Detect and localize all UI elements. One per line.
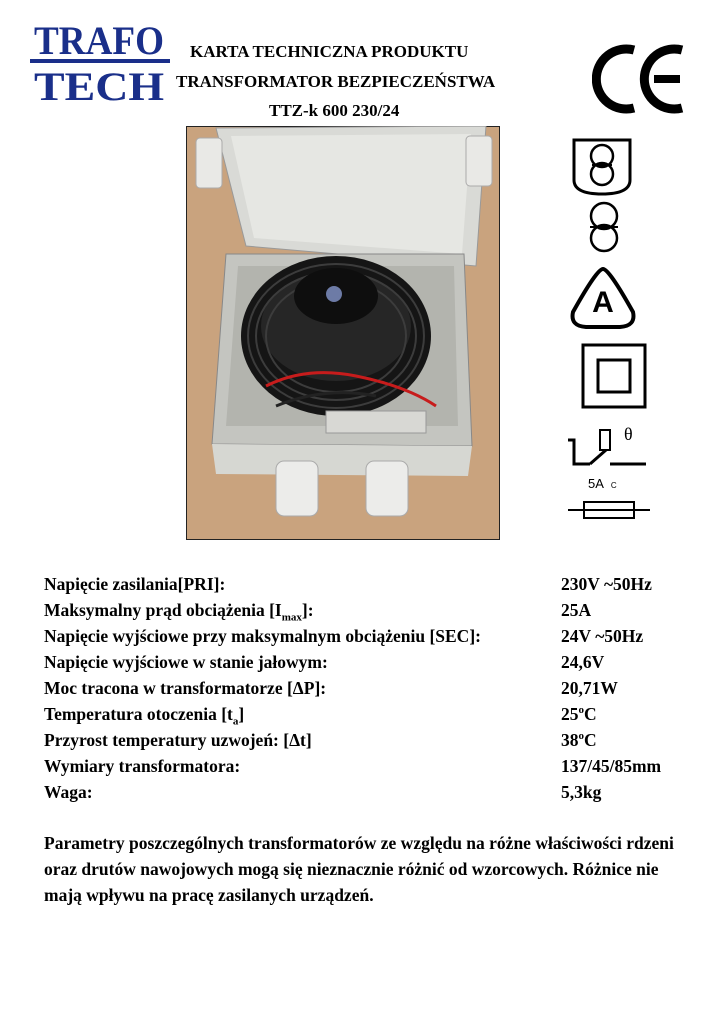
- safety-transformer-icon: [580, 198, 628, 258]
- spec-value: 24V ~50Hz: [561, 626, 644, 646]
- product-model: TTZ-k 600 230/24: [269, 101, 400, 120]
- spec-row-ambient-temperature: [44, 704, 704, 730]
- ce-mark-icon: [592, 44, 688, 114]
- svg-text:A: A: [592, 286, 614, 319]
- fuse-rating: 5A: [588, 476, 604, 491]
- fuse-rating-suffix: C: [610, 481, 617, 490]
- spec-label: Maksymalny prąd obciążenia $[I_{max}]$:: [44, 600, 314, 624]
- spec-table: [44, 574, 704, 808]
- fuse-symbol: [566, 472, 652, 528]
- disclaimer-note: Parametry poszczególnych transformatorów ze względu na różne właściwości rdzeni oraz drutów nawojowych mogą się nieznacznie różnić od wzorcowych. Różnice nie mają wpływu na pracę zasilanych urządzeń.: [44, 833, 674, 905]
- spec-value: 20,71W: [561, 678, 618, 698]
- spec-value: 25$^o$C: [561, 704, 597, 724]
- spec-value: 25A: [561, 600, 592, 620]
- safety-transformer-short-circuit-proof-icon: [570, 136, 634, 198]
- spec-row-output-voltage-idle: [44, 652, 704, 678]
- spec-label: Temperatura otoczenia $[t_a]$: [44, 704, 245, 728]
- spec-row-temperature-rise: [44, 730, 704, 756]
- spec-value: 137/45/85mm: [561, 756, 662, 776]
- spec-row-supply-voltage: [44, 574, 704, 600]
- fuse-icon: [566, 496, 652, 524]
- class-a-insulation-icon: [570, 266, 636, 330]
- spec-label: Napięcie wyjściowe przy maksymalnym obciążeniu [SEC]:: [44, 626, 481, 646]
- spec-label: Napięcie zasilania[PRI]:: [44, 574, 226, 594]
- spec-label: Waga:: [44, 782, 93, 802]
- spec-row-max-current: [44, 600, 704, 626]
- thermal-protection-icon: [566, 420, 650, 472]
- spec-label: Wymiary transformatora:: [44, 756, 241, 776]
- svg-text:θ: θ: [624, 424, 633, 444]
- double-insulation-icon: [580, 342, 648, 410]
- spec-label: Moc tracona w transformatorze [ΔP]:: [44, 678, 327, 698]
- spec-row-dimensions: [44, 756, 704, 782]
- spec-value: 5,3kg: [561, 782, 602, 802]
- spec-row-weight: [44, 782, 704, 808]
- spec-row-power-loss: [44, 678, 704, 704]
- spec-value: 230V ~50Hz: [561, 574, 652, 594]
- trafotech-logo: [30, 14, 170, 104]
- spec-label: Napięcie wyjściowe w stanie jałowym:: [44, 652, 328, 672]
- logo-line1: TRAFO: [34, 18, 164, 63]
- logo-line2: TECH: [34, 64, 164, 104]
- document-title: KARTA TECHNICZNA PRODUKTU: [190, 42, 469, 61]
- spec-label: Przyrost temperatury uzwojeń: [Δt]: [44, 730, 312, 750]
- spec-value: 38$^o$C: [561, 730, 597, 750]
- product-photo: [186, 126, 500, 540]
- spec-row-output-voltage-load: [44, 626, 704, 652]
- spec-value: 24,6V: [561, 652, 605, 672]
- product-type: TRANSFORMATOR BEZPIECZEŃSTWA: [176, 72, 496, 91]
